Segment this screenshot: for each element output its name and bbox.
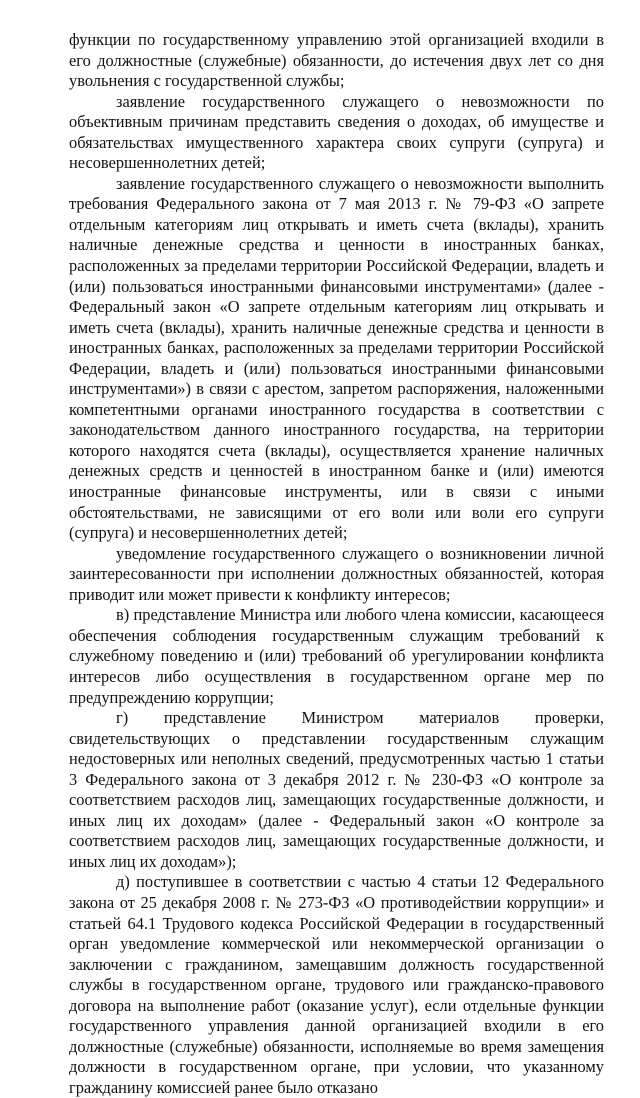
paragraph-notice-conflict: уведомление государственного служащего о возникновении личной заинтересованности при исполнении должностных обязанностей, которая приводит или может привести к конфликту интересов;: [69, 543, 604, 604]
paragraph-statement-income: заявление государственного служащего о невозможности по объективным причинам представить сведения о доходах, об имуществе и обязательствах имущественного характера своих супруги (супруга) и несовершеннолетних детей;: [69, 91, 604, 173]
paragraph-continuation: функции по государственному управлению этой организацией входили в его должностные (служебные) обязанности, до истечения двух лет со дня увольнения с государственной службы;: [69, 30, 604, 91]
paragraph-item-v: в) представление Министра или любого члена комиссии, касающееся обеспечения соблюдения государственным служащим требований к служебному поведению и (или) требований об урегулировании конфликта интересов либо осуществления в государственном органе мер по предупреждению коррупции;: [69, 605, 604, 707]
paragraph-item-g: г) представление Министром материалов проверки, свидетельствующих о представлении государственным служащим недостоверных или неполных сведений, предусмотренных частью 1 статьи 3 Федерального закона от 3 декабря 2012 г. № 230-ФЗ «О контроле за соответствием расходов лиц, замещающих государственные должности, и иных лиц их доходам» (далее - Федеральный закон «О контроле за соответствием расходов лиц, замещающих государственные должности, и иных лиц их доходам»);: [69, 708, 604, 871]
paragraph-statement-foreign-accounts: заявление государственного служащего о невозможности выполнить требования Федерального закона от 7 мая 2013 г. № 79-ФЗ «О запрете отдельным категориям лиц открывать и иметь счета (вклады), хранить наличные денежные средства и ценности в иностранных банках, расположенных за пределами территории Российской Федерации, владеть и (или) пользоваться иностранными финансовыми инструментами» (далее - Федеральный закон «О запрете отдельным категориям лиц открывать и иметь счета (вклады), хранить наличные денежные средства и ценности в иностранных банках, расположенных за пределами территории Российской Федерации, владеть и (или) пользоваться иностранными финансовыми инструментами») в связи с арестом, запретом распоряжения, наложенными компетентными органами иностранного государства в соответствии с законодательством данного иностранного государства, на территории которого находятся счета (вклады), осуществляется хранение наличных денежных средств и ценностей в иностранном банке и (или) имеются иностранные финансовые инструменты, или в связи с иными обстоятельствами, не зависящими от его воли или воли его супруги (супруга) и несовершеннолетних детей;: [69, 173, 604, 543]
paragraph-item-d: д) поступившее в соответствии с частью 4 статьи 12 Федерального закона от 25 декабря 2008 г. № 273-ФЗ «О противодействии коррупции» и статьей 64.1 Трудового кодекса Российской Федерации в государственный орган уведомление коммерческой или некоммерческой организации о заключении с гражданином, замещавшим должность государственной службы в государственном органе, трудового или гражданско-правового договора на выполнение работ (оказание услуг), если отдельные функции государственного управления данной организацией входили в его должностные (служебные) обязанности, исполняемые во время замещения должности в государственном органе, при условии, что указанному гражданину комиссией ранее было отказано: [69, 872, 604, 1097]
